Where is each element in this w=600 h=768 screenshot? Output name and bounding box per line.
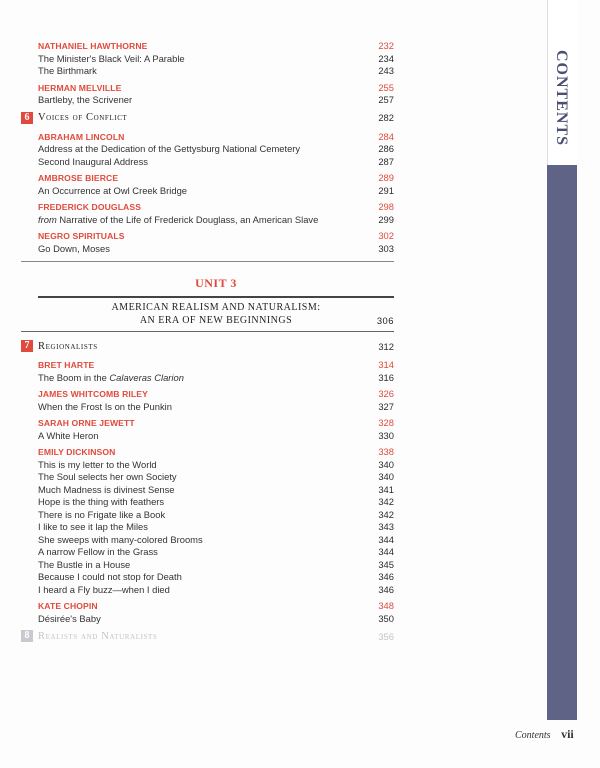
toc-entry[interactable] xyxy=(38,534,394,547)
toc-entry[interactable] xyxy=(38,401,394,414)
toc-entry[interactable] xyxy=(38,521,394,534)
toc-author-row[interactable] xyxy=(38,201,394,214)
work-title: I heard a Fly buzz—when I died xyxy=(38,583,170,595)
toc-entry[interactable] xyxy=(38,243,394,256)
work-title: Désirée's Baby xyxy=(38,612,101,624)
footer-page-number: vii xyxy=(561,727,574,741)
work-title-prefix: from xyxy=(38,213,57,225)
table-of-contents xyxy=(24,40,394,645)
author-name: AMBROSE BIERCE xyxy=(38,173,119,183)
author-name: ABRAHAM LINCOLN xyxy=(38,131,125,142)
author-name: BRET HARTE xyxy=(38,360,95,370)
work-title xyxy=(38,372,184,385)
page-number: 346 xyxy=(378,583,394,595)
unit-rule-bottom xyxy=(21,331,394,332)
work-title: An Occurrence at Owl Creek Bridge xyxy=(38,184,188,196)
author-name: JAMES WHITCOMB RILEY xyxy=(38,389,148,399)
toc-entry[interactable] xyxy=(38,546,394,559)
toc-entry[interactable] xyxy=(38,584,394,597)
page-number: 344 xyxy=(378,533,394,545)
toc-entry[interactable] xyxy=(38,496,394,509)
toc-entry[interactable] xyxy=(38,214,394,227)
page-number: 340 xyxy=(378,458,394,470)
toc-author-row[interactable] xyxy=(38,600,394,613)
author-name: HERMAN MELVILLE xyxy=(38,82,122,93)
chapter-number-badge: 6 xyxy=(21,112,33,124)
section-divider xyxy=(21,261,394,262)
work-title xyxy=(38,214,318,227)
work-title: Bartleby, the Scrivener xyxy=(38,94,133,105)
toc-author-row[interactable] xyxy=(38,82,394,95)
work-title: The Bustle in a House xyxy=(38,558,131,570)
work-title: She sweeps with many-colored Brooms xyxy=(38,533,203,545)
page-number: 341 xyxy=(378,483,394,495)
work-title: Go Down, Moses xyxy=(38,242,110,254)
page-footer xyxy=(515,727,574,742)
unit-title-line1: AMERICAN REALISM AND NATURALISM: xyxy=(111,302,321,313)
page-number: 243 xyxy=(378,65,394,76)
work-title-main: The Boom in the xyxy=(38,371,110,383)
chapter-number-badge: 7 xyxy=(21,340,33,352)
chapter-title: Voices of Conflict xyxy=(38,112,128,123)
unit-label: UNIT 3 xyxy=(195,276,237,290)
author-name: NATHANIEL HAWTHORNE xyxy=(38,41,148,51)
work-title-italic: Calaveras Clarion xyxy=(109,371,184,383)
work-title: A narrow Fellow in the Grass xyxy=(38,546,158,557)
toc-author-row[interactable] xyxy=(38,230,394,243)
work-title: Hope is the thing with feathers xyxy=(38,496,165,507)
toc-author-row[interactable] xyxy=(38,40,394,53)
toc-entry[interactable] xyxy=(38,559,394,572)
work-title-main: Narrative of the Life of Frederick Douglass, an American Slave xyxy=(56,213,319,225)
page-number: 284 xyxy=(378,130,394,142)
page-number: 257 xyxy=(378,94,394,105)
page-number: 316 xyxy=(378,371,394,383)
toc-entry[interactable] xyxy=(38,509,394,522)
footer-label: Contents xyxy=(515,730,551,741)
author-name: NEGRO SPIRITUALS xyxy=(38,231,125,241)
unit-title-line2: AN ERA OF NEW BEGINNINGS xyxy=(139,314,293,326)
page-number: 234 xyxy=(378,52,394,64)
work-title: Much Madness is divinest Sense xyxy=(38,483,175,495)
toc-entry[interactable] xyxy=(38,94,394,107)
unit-rule xyxy=(38,296,394,298)
page-number: 298 xyxy=(378,201,394,212)
chapter-number-badge: 8 xyxy=(21,630,33,642)
toc-author-row[interactable] xyxy=(38,446,394,459)
page-number: 348 xyxy=(378,600,394,611)
page-number: 346 xyxy=(378,571,394,582)
page-number: 306 xyxy=(376,314,394,326)
chapter-title: Realists and Naturalists xyxy=(38,630,158,642)
page-number: 330 xyxy=(378,429,394,441)
page-number: 326 xyxy=(378,388,394,399)
page-number: 289 xyxy=(378,172,394,183)
author-name: KATE CHOPIN xyxy=(38,601,98,611)
page-number: 328 xyxy=(378,417,394,428)
work-title: Second Inaugural Address xyxy=(38,155,148,167)
page-number: 350 xyxy=(378,612,394,624)
page-number: 343 xyxy=(378,521,394,532)
unit-title[interactable] xyxy=(38,302,394,327)
page-number: 314 xyxy=(378,359,394,370)
page-number: 327 xyxy=(378,400,394,412)
page-number: 338 xyxy=(378,446,394,457)
toc-author-row[interactable] xyxy=(38,388,394,401)
page-number: 232 xyxy=(378,40,394,51)
work-title: A White Heron xyxy=(38,429,99,441)
page-number: 302 xyxy=(378,230,394,241)
toc-entry[interactable] xyxy=(38,459,394,472)
author-name: EMILY DICKINSON xyxy=(38,447,116,457)
page-number: 303 xyxy=(378,242,394,254)
toc-entry[interactable] xyxy=(38,143,394,156)
page-number: 342 xyxy=(378,508,394,520)
author-name: FREDERICK DOUGLASS xyxy=(38,202,142,212)
work-title: The Birthmark xyxy=(38,65,97,76)
page-number: 312 xyxy=(378,340,394,352)
sidebar-label: CONTENTS xyxy=(553,50,570,147)
toc-author-row[interactable] xyxy=(38,172,394,185)
page-number: 342 xyxy=(378,496,394,507)
toc-entry[interactable] xyxy=(38,613,394,626)
chapter-heading-6[interactable] xyxy=(21,109,394,127)
work-title: This is my letter to the World xyxy=(38,458,157,470)
page-number: 356 xyxy=(378,630,394,642)
page-number: 255 xyxy=(378,81,394,93)
toc-entry[interactable] xyxy=(38,65,394,78)
toc-entry[interactable] xyxy=(38,185,394,198)
chapter-heading-7[interactable] xyxy=(21,337,394,355)
page-number: 340 xyxy=(378,471,394,482)
page-number: 287 xyxy=(378,155,394,167)
work-title: The Soul selects her own Society xyxy=(38,471,177,482)
toc-author-row[interactable] xyxy=(38,131,394,144)
author-name: SARAH ORNE JEWETT xyxy=(38,418,135,428)
toc-entry[interactable] xyxy=(38,372,394,385)
sidebar-bar xyxy=(547,165,577,720)
page-number: 345 xyxy=(378,558,394,570)
page-number: 299 xyxy=(378,213,394,225)
toc-entry[interactable] xyxy=(38,571,394,584)
toc-author-row[interactable] xyxy=(38,417,394,430)
page-number: 282 xyxy=(378,112,394,123)
toc-entry[interactable] xyxy=(38,53,394,66)
work-title: I like to see it lap the Miles xyxy=(38,521,148,532)
work-title: When the Frost Is on the Punkin xyxy=(38,400,172,412)
work-title: The Minister's Black Veil: A Parable xyxy=(38,52,185,64)
toc-entry[interactable] xyxy=(38,430,394,443)
page-number: 291 xyxy=(378,184,394,196)
work-title: There is no Frigate like a Book xyxy=(38,508,166,520)
work-title: Address at the Dedication of the Gettysburg National Cemetery xyxy=(38,143,301,154)
page-number: 344 xyxy=(378,546,394,557)
work-title: Because I could not stop for Death xyxy=(38,571,182,582)
toc-author-row[interactable] xyxy=(38,359,394,372)
chapter-title: Regionalists xyxy=(38,340,98,352)
toc-entry[interactable] xyxy=(38,156,394,169)
chapter-heading-8[interactable] xyxy=(21,627,394,645)
toc-entry[interactable] xyxy=(38,471,394,484)
toc-entry[interactable] xyxy=(38,484,394,497)
page-number: 286 xyxy=(378,143,394,154)
